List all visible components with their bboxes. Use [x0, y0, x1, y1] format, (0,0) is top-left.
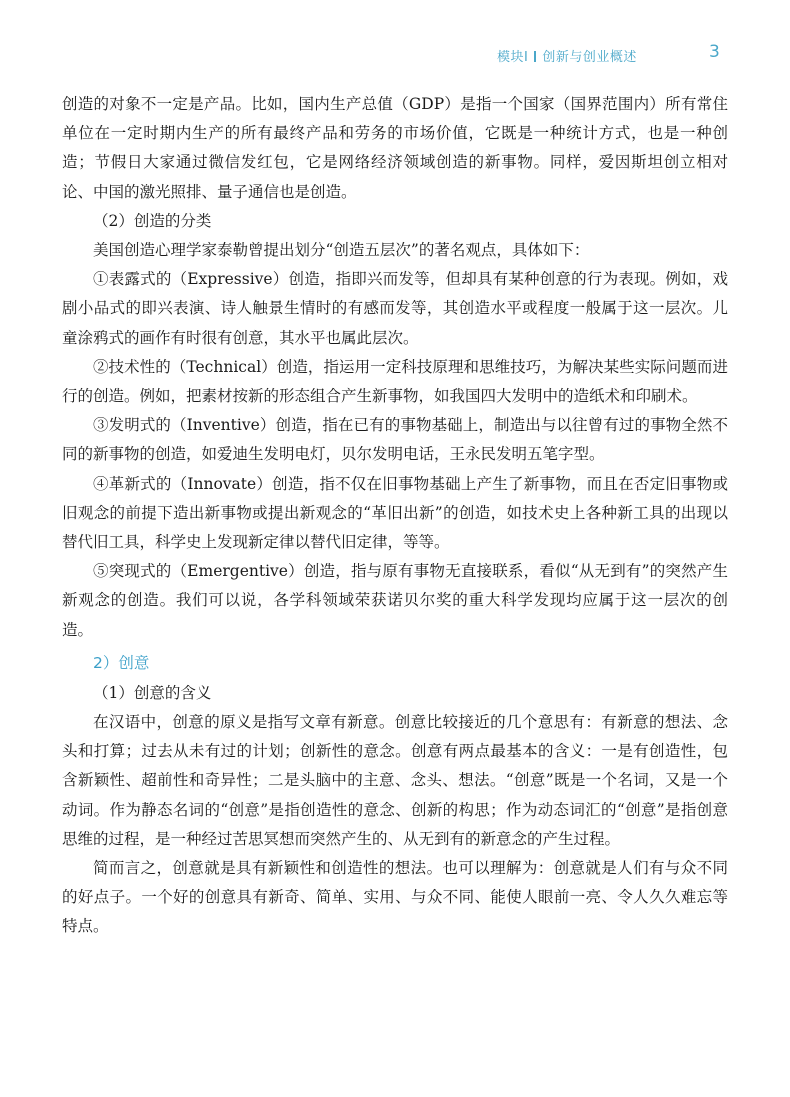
paragraph-expressive: ①表露式的（Expressive）创造，指即兴而发等，但却具有某种创意的行为表现。例如，戏剧小品式的即兴表演、诗人触景生情时的有感而发等，其创造水平或程度一般属于这一层次。儿童涂鸦式的画作有时很有创意，其水平也属此层次。 — [62, 270, 728, 347]
page-body — [62, 90, 728, 942]
paragraph-emergentive: ⑤突现式的（Emergentive）创造，指与原有事物无直接联系，看似“从无到有”的突然产生新观念的创造。我们可以说，各学科领域荣获诺贝尔奖的重大科学发现均应属于这一层次的创造。 — [62, 562, 728, 639]
header-chapter-title: 创新与创业概述 — [542, 50, 637, 65]
header-module-title — [497, 46, 637, 65]
paragraph-idea-summary: 简而言之，创意就是具有新颖性和创造性的想法。也可以理解为：创意就是人们有与众不同的好点子。一个好的创意具有新奇、简单、实用、与众不同、能使人眼前一亮、令人久久难忘等特点。 — [62, 859, 728, 936]
header-module: 模块Ⅰ — [497, 50, 529, 65]
header-divider — [534, 51, 536, 62]
paragraph-technical: ②技术性的（Technical）创造，指运用一定科技原理和思维技巧，为解决某些实际问题而进行的创造。例如，把素材按新的形态组合产生新事物，如我国四大发明中的造纸术和印刷术。 — [62, 357, 728, 406]
paragraph-creation-object: 创造的对象不一定是产品。比如，国内生产总值（GDP）是指一个国家（国界范围内）所有常住单位在一定时期内生产的所有最终产品和劳务的市场价值，它既是一种统计方式，也是一种创造；节假日大家通过微信发红包，它是网络经济领域创造的新事物。同样，爱因斯坦创立相对论、中国的激光照排、量子通信也是创造。 — [62, 95, 728, 201]
section-heading-idea: 2）创意 — [93, 653, 150, 672]
paragraph-idea-definition: 在汉语中，创意的原义是指写文章有新意。创意比较接近的几个意思有：有新意的想法、念头和打算；过去从未有过的计划；创新性的意念。创意有两点最基本的含义：一是有创造性，包含新颖性、超前性和奇异性；二是头脑中的主意、念头、想法。“创意”既是一个名词，又是一个动词。作为静态名词的“创意”是指创造性的意念、创新的构思；作为动态词汇的“创意”是指创意思维的过程，是一种经过苦思冥想而突然产生的、从无到有的新意念的产生过程。 — [62, 713, 728, 848]
paragraph-innovate: ④革新式的（Innovate）创造，指不仅在旧事物基础上产生了新事物，而且在否定旧事物或旧观念的前提下造出新事物或提出新观念的“革旧出新”的创造，如技术史上各种新工具的出现以替代旧工具，科学史上发现新定律以替代旧定律，等等。 — [62, 474, 728, 552]
subheading-creation-classification: （2）创造的分类 — [93, 211, 212, 230]
running-header — [0, 40, 790, 70]
page-number: 3 — [709, 42, 720, 62]
paragraph-taylor-five-levels: 美国创造心理学家泰勒曾提出划分“创造五层次”的著名观点，具体如下： — [93, 241, 590, 260]
paragraph-inventive: ③发明式的（Inventive）创造，指在已有的事物基础上，制造出与以往曾有过的事物全然不同的新事物的创造，如爱迪生发明电灯，贝尔发明电话，王永民发明五笔字型。 — [62, 416, 728, 464]
subheading-idea-meaning: （1）创意的含义 — [93, 683, 212, 702]
